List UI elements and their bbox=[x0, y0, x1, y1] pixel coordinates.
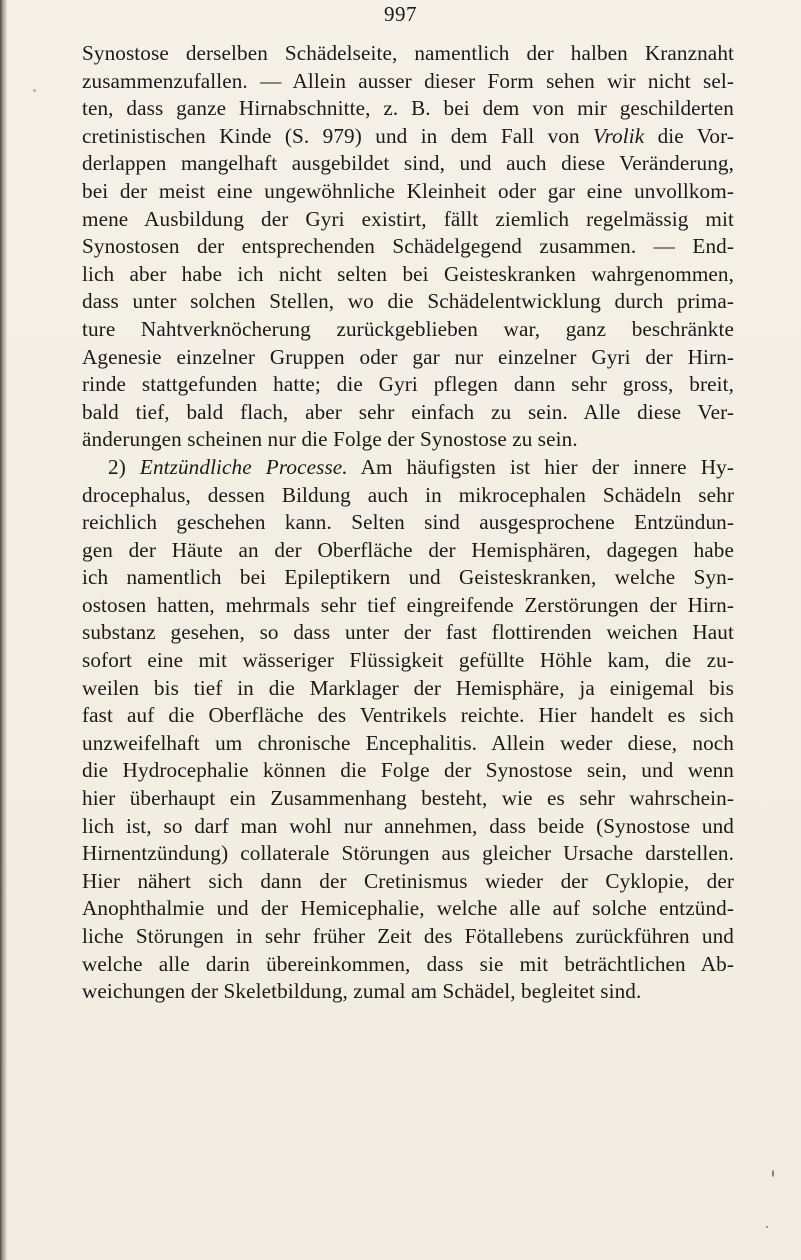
text-line-part: Am häufigsten ist hier der innere Hy- bbox=[347, 454, 734, 479]
text-line: ich namentlich bei Epileptikern und Geisteskranken, welche Syn- bbox=[82, 565, 734, 590]
text-line: liche Störungen in sehr früher Zeit des Fötallebens zurückführen und bbox=[82, 924, 734, 948]
text-line: derlappen mangelhaft ausgebildet sind, und auch diese Veränderung, bbox=[82, 151, 734, 176]
text-line: weilen bis tief in die Marklager der Hemisphäre, ja einigemal bis bbox=[82, 675, 734, 700]
text-line: bald tief, bald flach, aber sehr einfach zu sein. Alle diese Ver- bbox=[82, 399, 734, 424]
text-line: lich aber habe ich nicht selten bei Geisteskranken wahrgenommen, bbox=[82, 261, 734, 286]
text-line: mene Ausbildung der Gyri existirt, fällt ziemlich regelmässig mit bbox=[82, 206, 734, 231]
text-line: ten, dass ganze Hirnabschnitte, z. B. bei dem von mir geschilderten bbox=[82, 96, 734, 121]
text-line: zusammenzufallen. — Allein ausser dieser Form sehen wir nicht sel- bbox=[82, 68, 734, 93]
text-line: gen der Häute an der Oberfläche der Hemisphären, dagegen habe bbox=[82, 537, 734, 562]
text-line: drocephalus, dessen Bildung auch in mikrocephalen Schädeln sehr bbox=[82, 482, 734, 507]
paper-blemish bbox=[33, 89, 36, 92]
paper-blemish bbox=[772, 1170, 774, 1177]
text-line: sofort eine mit wässeriger Flüssigkeit gefüllte Höhle kam, die zu- bbox=[82, 648, 734, 673]
text-line: Agenesie einzelner Gruppen oder gar nur einzelner Gyri der Hirn- bbox=[82, 344, 734, 369]
text-line: unzweifelhaft um chronische Encephalitis. Allein weder diese, noch bbox=[82, 730, 734, 755]
text-line bbox=[82, 123, 734, 151]
text-line: reichlich geschehen kann. Selten sind ausgesprochene Entzündun- bbox=[82, 510, 734, 535]
paper-blemish bbox=[766, 1226, 768, 1228]
text-line: welche alle darin übereinkommen, dass sie mit beträchtlichen Ab- bbox=[82, 951, 734, 976]
text-line: dass unter solchen Stellen, wo die Schädelentwicklung durch prima- bbox=[82, 289, 734, 314]
text-line: ostosen hatten, mehrmals sehr tief eingreifende Zerstörungen der Hirn- bbox=[82, 592, 734, 617]
text-line-part: die Vor- bbox=[644, 123, 734, 148]
section-heading-line bbox=[82, 454, 734, 482]
text-line: weichungen der Skeletbildung, zumal am Schädel, begleitet sind. bbox=[82, 979, 642, 1004]
text-line: hier überhaupt ein Zusammenhang besteht, wie es sehr wahrschein- bbox=[82, 786, 734, 811]
text-line: änderungen scheinen nur die Folge der Synostose zu sein. bbox=[82, 427, 578, 452]
text-line: ture Nahtverknöcherung zurückgeblieben war, ganz beschränkte bbox=[82, 316, 734, 341]
text-line-part: cretinistischen Kinde (S. 979) und in dem Fall von bbox=[82, 123, 594, 148]
text-line: lich ist, so darf man wohl nur annehmen, dass beide (Synostose und bbox=[82, 813, 734, 838]
text-line: Hier nähert sich dann der Cretinismus wieder der Cyklopie, der bbox=[82, 868, 734, 893]
text-line: die Hydrocephalie können die Folge der Synostose sein, und wenn bbox=[82, 758, 734, 783]
text-line: substanz gesehen, so dass unter der fast flottirenden weichen Haut bbox=[82, 620, 734, 645]
page-binding-edge bbox=[0, 0, 7, 1260]
text-line: Synostose derselben Schädelseite, namentlich der halben Kranznaht bbox=[82, 41, 734, 65]
text-line: Anophthalmie und der Hemicephalie, welche alle auf solche entzünd- bbox=[82, 896, 734, 921]
text-line: fast auf die Oberfläche des Ventrikels reichte. Hier handelt es sich bbox=[82, 703, 734, 728]
text-line: bei der meist eine ungewöhnliche Kleinheit oder gar eine unvollkom- bbox=[82, 178, 734, 203]
text-line: Hirnentzündung) collaterale Störungen aus gleicher Ursache darstellen. bbox=[82, 841, 734, 866]
page-number: 997 bbox=[384, 2, 417, 26]
section-heading: Entzündliche Processe. bbox=[139, 454, 348, 479]
text-line: rinde stattgefunden hatte; die Gyri pflegen dann sehr gross, breit, bbox=[82, 372, 734, 397]
body-text bbox=[82, 40, 734, 1006]
section-number: 2) bbox=[108, 454, 140, 479]
text-line: Synostosen der entsprechenden Schädelgegend zusammen. — End- bbox=[82, 234, 734, 259]
author-name-italic: Vrolik bbox=[593, 123, 645, 148]
